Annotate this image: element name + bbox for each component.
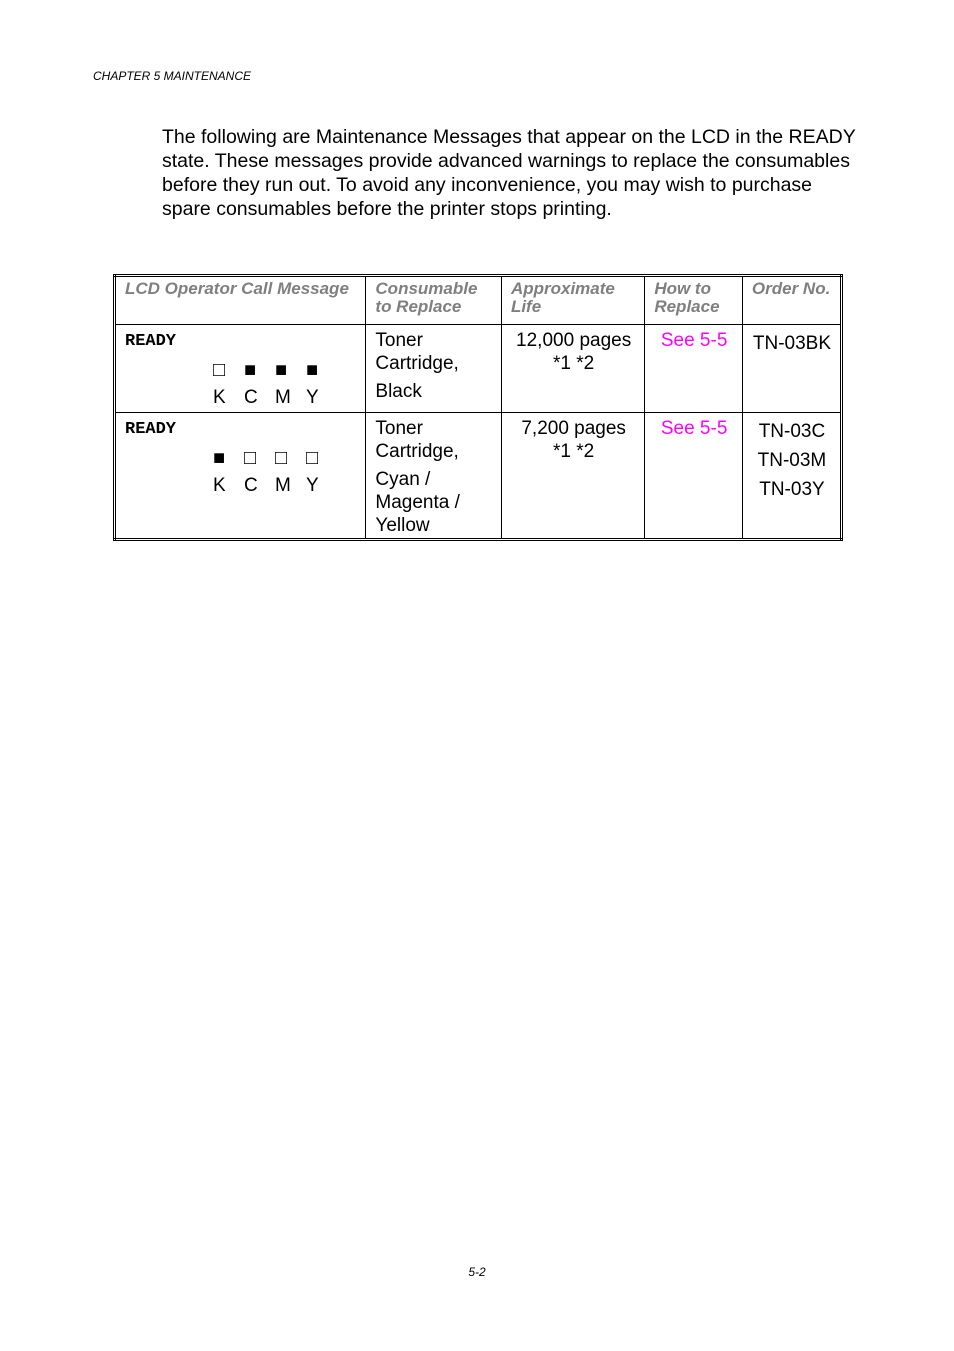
indicator-c-icon: ■ — [244, 359, 257, 381]
indicator-label: M — [275, 475, 291, 496]
order-number: TN-03BK — [752, 333, 832, 354]
life-cell — [501, 325, 644, 413]
indicator-m-icon: □ — [275, 447, 288, 469]
chapter-header: CHAPTER 5 MAINTENANCE — [93, 69, 252, 83]
table-header-row — [115, 276, 842, 325]
indicator-c-icon: □ — [244, 447, 257, 469]
how-to-replace-cell — [645, 325, 743, 413]
header-consumable: Consumable to Replace — [366, 276, 502, 325]
lcd-indicator-panel — [213, 444, 357, 500]
order-number: TN-03M — [757, 450, 827, 471]
order-no-cell — [742, 325, 841, 413]
lcd-message-cell — [115, 325, 366, 413]
header-order-no: Order No. — [742, 276, 841, 325]
header-lcd-message: LCD Operator Call Message — [115, 276, 366, 325]
indicator-label: C — [244, 387, 258, 408]
indicator-y-icon: □ — [306, 447, 319, 469]
page-number: 5-2 — [468, 1265, 486, 1279]
indicator-k-icon: □ — [213, 359, 226, 381]
header-how-to-replace: How to Replace — [645, 276, 743, 325]
lcd-ready-text: READY — [125, 420, 177, 439]
consumable-cell — [366, 413, 502, 540]
indicator-label: M — [275, 387, 291, 408]
consumable-name: Toner Cartridge, — [375, 418, 459, 462]
order-number: TN-03C — [758, 421, 826, 442]
life-pages: 7,200 pages — [521, 418, 626, 439]
lcd-message-cell — [115, 413, 366, 540]
lcd-indicator-panel — [213, 356, 357, 412]
life-pages: 12,000 pages — [516, 330, 632, 351]
lcd-ready-text: READY — [125, 332, 177, 351]
indicator-label: K — [213, 475, 226, 496]
consumable-cell — [366, 325, 502, 413]
indicator-label: Y — [306, 475, 319, 496]
indicator-label: C — [244, 475, 258, 496]
see-reference-link[interactable]: See 5-5 — [660, 418, 728, 439]
consumable-name: Toner Cartridge, — [375, 330, 459, 374]
see-reference-link[interactable]: See 5-5 — [660, 330, 728, 351]
order-no-cell — [742, 413, 841, 540]
indicator-label: K — [213, 387, 226, 408]
header-approximate-life: Approximate Life — [501, 276, 644, 325]
indicator-k-icon: ■ — [213, 447, 226, 469]
maintenance-messages-table — [113, 274, 843, 541]
consumable-color: Black — [375, 381, 422, 402]
order-number: TN-03Y — [759, 479, 825, 500]
life-cell — [501, 413, 644, 540]
indicator-label: Y — [306, 387, 319, 408]
intro-paragraph: The following are Maintenance Messages that appear on the LCD in the READY state. These messages provide advanced warnings to replace the consumables before they run out. To avoid any inconvenience, you may wish to purchase spare consumables before the printer stops printing. — [162, 126, 856, 220]
indicator-m-icon: ■ — [275, 359, 288, 381]
consumable-color: Cyan / Magenta / Yellow — [375, 469, 460, 536]
life-note: *1 *2 — [553, 441, 595, 462]
indicator-y-icon: ■ — [306, 359, 319, 381]
how-to-replace-cell — [645, 413, 743, 540]
table-row — [115, 325, 842, 413]
life-note: *1 *2 — [553, 353, 595, 374]
table-row — [115, 413, 842, 540]
